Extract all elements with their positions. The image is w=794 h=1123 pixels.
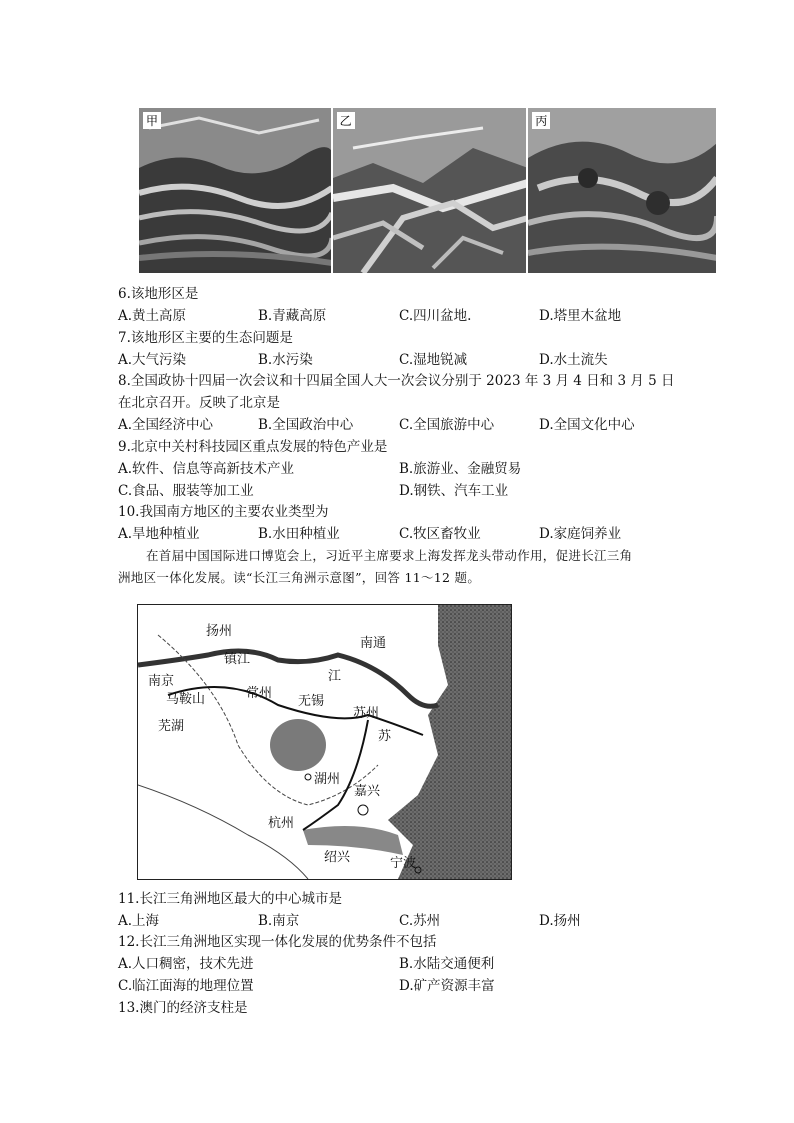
q8-option-c[interactable]: C.全国旅游中心 — [399, 417, 495, 433]
q9-option-a[interactable]: A.软件、信息等高新技术产业 — [118, 461, 295, 477]
q11-option-d[interactable]: D.扬州 — [539, 913, 581, 929]
q12-option-c[interactable]: C.临江面海的地理位置 — [118, 978, 254, 994]
q7-option-b[interactable]: B.水污染 — [258, 352, 313, 368]
city-nantong: 南通 — [360, 636, 387, 651]
city-wuhu: 芜湖 — [158, 719, 185, 734]
map-drawing — [138, 605, 511, 879]
city-zhenjiang: 镇江 — [224, 652, 251, 667]
question-10-stem: 10.我国南方地区的主要农业类型为 — [118, 504, 329, 520]
question-6-stem: 6.该地形区是 — [118, 286, 199, 302]
question-13-stem: 13.澳门的经济支柱是 — [118, 1000, 248, 1016]
city-nanjing: 南京 — [148, 674, 175, 689]
photo-1 — [139, 108, 333, 273]
photo-2 — [333, 108, 529, 273]
landform-photos — [139, 108, 716, 273]
question-11-stem: 11.长江三角洲地区最大的中心城市是 — [118, 891, 342, 907]
intro-line-1: 在首届中国国际进口博览会上，习近平主席要求上海发挥龙头带动作用，促进长江三角 — [146, 548, 633, 563]
q11-option-b[interactable]: B.南京 — [258, 913, 300, 929]
q11-option-a[interactable]: A.上海 — [118, 913, 160, 929]
question-8-stem-line2: 在北京召开。反映了北京是 — [118, 395, 280, 411]
q9-option-b[interactable]: B.旅游业、金融贸易 — [399, 461, 522, 477]
q12-option-b[interactable]: B.水陆交通便利 — [399, 956, 495, 972]
q10-option-a[interactable]: A.旱地种植业 — [118, 526, 200, 542]
city-yangzhou: 扬州 — [206, 624, 233, 639]
q10-option-d[interactable]: D.家庭饲养业 — [539, 526, 622, 542]
hangzhou-bay — [303, 826, 403, 855]
question-12-stem: 12.长江三角洲地区实现一体化发展的优势条件不包括 — [118, 934, 437, 950]
city-ningbo: 宁波 — [390, 856, 417, 871]
taihu-lake — [270, 719, 326, 771]
loess-terrain-image-1 — [139, 108, 332, 273]
q6-option-a[interactable]: A.黄土高原 — [118, 308, 187, 324]
label-jiang: 江 — [328, 669, 342, 684]
city-jiaxing: 嘉兴 — [354, 784, 381, 799]
question-8-stem: 8.全国政协十四届一次会议和十四届全国人大一次会议分别于 2023 年 3 月 4 日和 3 月 5 日 — [118, 373, 675, 389]
city-maanshan: 马鞍山 — [166, 692, 206, 707]
q11-option-c[interactable]: C.苏州 — [399, 913, 441, 929]
q7-option-a[interactable]: A.大气污染 — [118, 352, 187, 368]
q6-option-d[interactable]: D.塔里木盆地 — [539, 308, 622, 324]
loess-terrain-image-3 — [528, 108, 716, 273]
photo-tag: 乙 — [337, 112, 355, 129]
q12-option-d[interactable]: D.矿产资源丰富 — [399, 978, 495, 994]
city-changzhou: 常州 — [246, 686, 273, 701]
photo-tag: 丙 — [532, 112, 550, 129]
q6-option-b[interactable]: B.青藏高原 — [258, 308, 327, 324]
q10-option-c[interactable]: C.牧区畜牧业 — [399, 526, 481, 542]
q7-option-c[interactable]: C.湿地锐减 — [399, 352, 468, 368]
q8-option-d[interactable]: D.全国文化中心 — [539, 417, 635, 433]
q9-option-c[interactable]: C.食品、服装等加工业 — [118, 483, 254, 499]
city-wuxi: 无锡 — [298, 694, 325, 709]
q8-option-a[interactable]: A.全国经济中心 — [118, 417, 214, 433]
city-hangzhou: 杭州 — [268, 816, 295, 831]
q9-option-d[interactable]: D.钢铁、汽车工业 — [399, 483, 509, 499]
city-shaoxing: 绍兴 — [324, 850, 351, 865]
city-suzhou: 苏州 — [353, 706, 380, 721]
photo-tag: 甲 — [143, 112, 161, 129]
city-huzhou: 湖州 — [314, 772, 341, 787]
q12-option-a[interactable]: A.人口稠密，技术先进 — [118, 956, 254, 972]
photo-3 — [528, 108, 716, 273]
question-7-stem: 7.该地形区主要的生态问题是 — [118, 330, 293, 346]
label-su: 苏 — [378, 729, 392, 744]
q8-option-b[interactable]: B.全国政治中心 — [258, 417, 354, 433]
sea-area — [388, 605, 511, 879]
q6-option-c[interactable]: C.四川盆地. — [399, 308, 472, 324]
intro-line-2: 洲地区一体化发展。读“长江三角洲示意图”，回答 11～12 题。 — [118, 570, 481, 585]
loess-terrain-image-2 — [333, 108, 528, 273]
yangtze-delta-map — [137, 604, 512, 880]
question-9-stem: 9.北京中关村科技园区重点发展的特色产业是 — [118, 439, 388, 455]
q7-option-d[interactable]: D.水土流失 — [539, 352, 608, 368]
q10-option-b[interactable]: B.水田种植业 — [258, 526, 340, 542]
